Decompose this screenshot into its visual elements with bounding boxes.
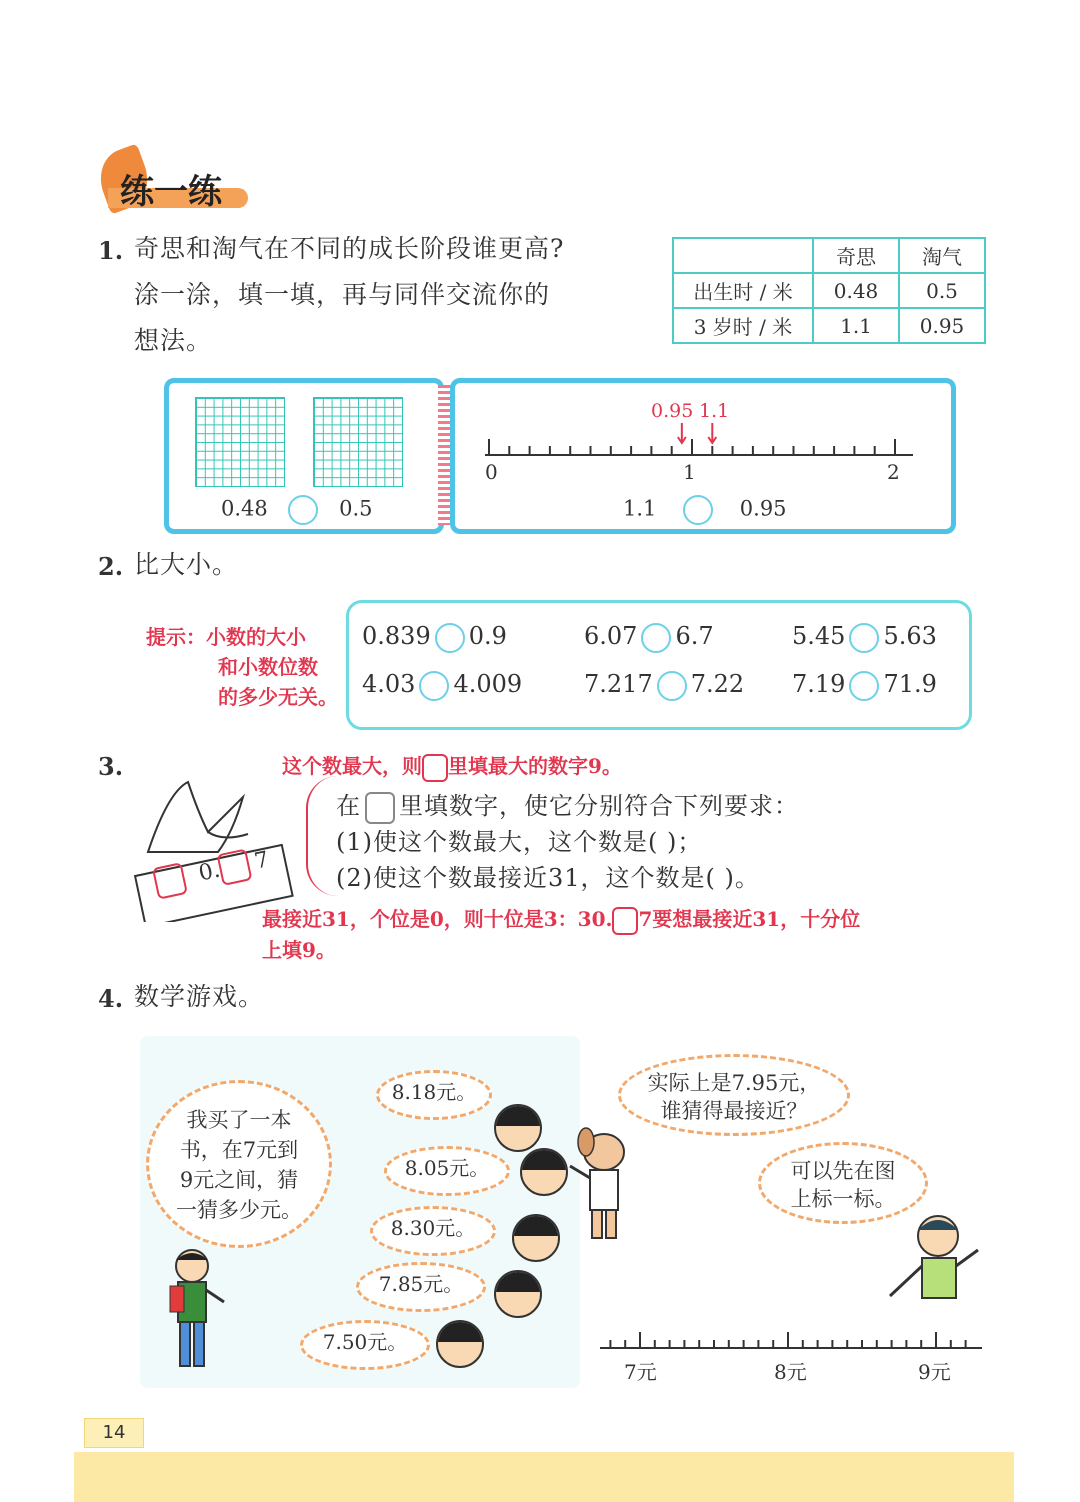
footer-bar xyxy=(74,1452,1014,1502)
compare-item: 0.839 0.9 xyxy=(362,622,507,653)
q3-bottom-hint: 最接近31，个位是0，则十位是3：30. 7要想最接近31，十分位 上填9。 xyxy=(262,907,861,962)
q3-text: 在 里填数字，使它分别符合下列要求： (1)使这个数最大，这个数是( )； (2)使这个数最接近31，这个数是( )。 xyxy=(336,792,799,892)
guess-bubble: 8.05元。 xyxy=(384,1146,510,1196)
axis-label-9: 9元 xyxy=(918,1360,951,1384)
q3-number: 3. xyxy=(98,752,124,781)
guess-bubble: 8.30元。 xyxy=(370,1206,496,1256)
guess-bubble: 8.18元。 xyxy=(376,1070,492,1120)
dog-figure xyxy=(564,1126,644,1246)
section-title: 练一练 xyxy=(100,150,250,220)
compare-circle[interactable] xyxy=(657,671,687,701)
grid-panel xyxy=(164,378,444,534)
digit-box[interactable] xyxy=(152,862,188,900)
digit-box-icon xyxy=(365,792,395,824)
mark-arrow xyxy=(678,423,686,443)
q2-hint: 提示：小数的大小 和小数位数 的多少无关。 xyxy=(146,625,338,709)
compare-circle[interactable] xyxy=(419,671,449,701)
compare-circle[interactable] xyxy=(849,623,879,653)
mark-arrow xyxy=(708,423,716,443)
boy-figure xyxy=(160,1246,230,1376)
bird-card-illustration xyxy=(128,772,298,922)
digit-box[interactable] xyxy=(216,848,252,886)
compare-circle[interactable] xyxy=(683,495,713,525)
compare-item: 7.19 71.9 xyxy=(792,670,937,701)
compare-item: 7.217 7.22 xyxy=(584,670,744,701)
compare-box xyxy=(346,600,972,730)
hundred-grid-left[interactable] xyxy=(195,397,285,487)
compare-circle[interactable] xyxy=(641,623,671,653)
mark-label-11: 1.1 xyxy=(699,400,730,422)
height-table xyxy=(672,237,986,344)
boy-speech-bubble: 我买了一本 书，在7元到 9元之间，猜 一猜多少元。 xyxy=(146,1080,332,1248)
q1-number: 1. xyxy=(98,236,124,265)
tick-label-0: 0 xyxy=(485,460,498,484)
hundred-grid-right[interactable] xyxy=(313,397,403,487)
child-face-icon xyxy=(494,1104,542,1152)
guess-bubble: 7.50元。 xyxy=(300,1320,430,1370)
compare-item: 4.03 4.009 xyxy=(362,670,522,701)
guess-bubble: 7.85元。 xyxy=(356,1262,486,1312)
q4-text: 数学游戏。 xyxy=(134,982,265,1011)
child-face-icon xyxy=(494,1270,542,1318)
compare-item: 5.45 5.63 xyxy=(792,622,937,653)
compare-row: 0.48 0.5 xyxy=(221,495,373,525)
number-card-text: 0. 7 xyxy=(152,844,272,899)
compare-item: 6.07 6.7 xyxy=(584,622,714,653)
compare-circle[interactable] xyxy=(849,671,879,701)
child-face-icon xyxy=(436,1320,484,1368)
q4-number: 4. xyxy=(98,984,124,1013)
compare-circle[interactable] xyxy=(435,623,465,653)
hint-arrow xyxy=(306,776,338,896)
mark-label-095: 0.95 xyxy=(651,400,694,422)
compare-circle[interactable] xyxy=(288,495,318,525)
tick-label-1: 1 xyxy=(683,460,696,484)
q2-text: 比大小。 xyxy=(134,550,239,579)
axis-label-8: 8元 xyxy=(774,1360,807,1384)
table-row: 3 岁时 / 米 1.1 0.95 xyxy=(673,308,985,343)
bird-icon xyxy=(148,782,243,852)
kid-speech-bubble: 可以先在图 上标一标。 xyxy=(758,1142,928,1224)
digit-box-icon xyxy=(612,907,638,935)
kid-figure xyxy=(886,1206,986,1306)
page-number: 14 xyxy=(84,1418,144,1448)
dog-speech-bubble: 实际上是7.95元， 谁猜得最接近？ xyxy=(618,1054,850,1136)
table-row: 出生时 / 米 0.48 0.5 xyxy=(673,273,985,308)
numberline-panel xyxy=(450,378,956,534)
q3-top-hint: 这个数最大，则 里填最大的数字9。 xyxy=(282,750,622,782)
child-face-icon xyxy=(512,1214,560,1262)
child-face-icon xyxy=(520,1148,568,1196)
q1-text: 奇思和淘气在不同的成长阶段谁更高? 涂一涂，填一填，再与同伴交流你的 想法。 xyxy=(134,234,565,355)
table-row: 奇思 淘气 xyxy=(673,238,985,273)
axis-label-7: 7元 xyxy=(624,1360,657,1384)
digit-box-icon xyxy=(422,754,448,782)
compare-row: 1.1 0.95 xyxy=(623,495,787,525)
tick-label-2: 2 xyxy=(887,460,900,484)
q2-number: 2. xyxy=(98,552,124,581)
